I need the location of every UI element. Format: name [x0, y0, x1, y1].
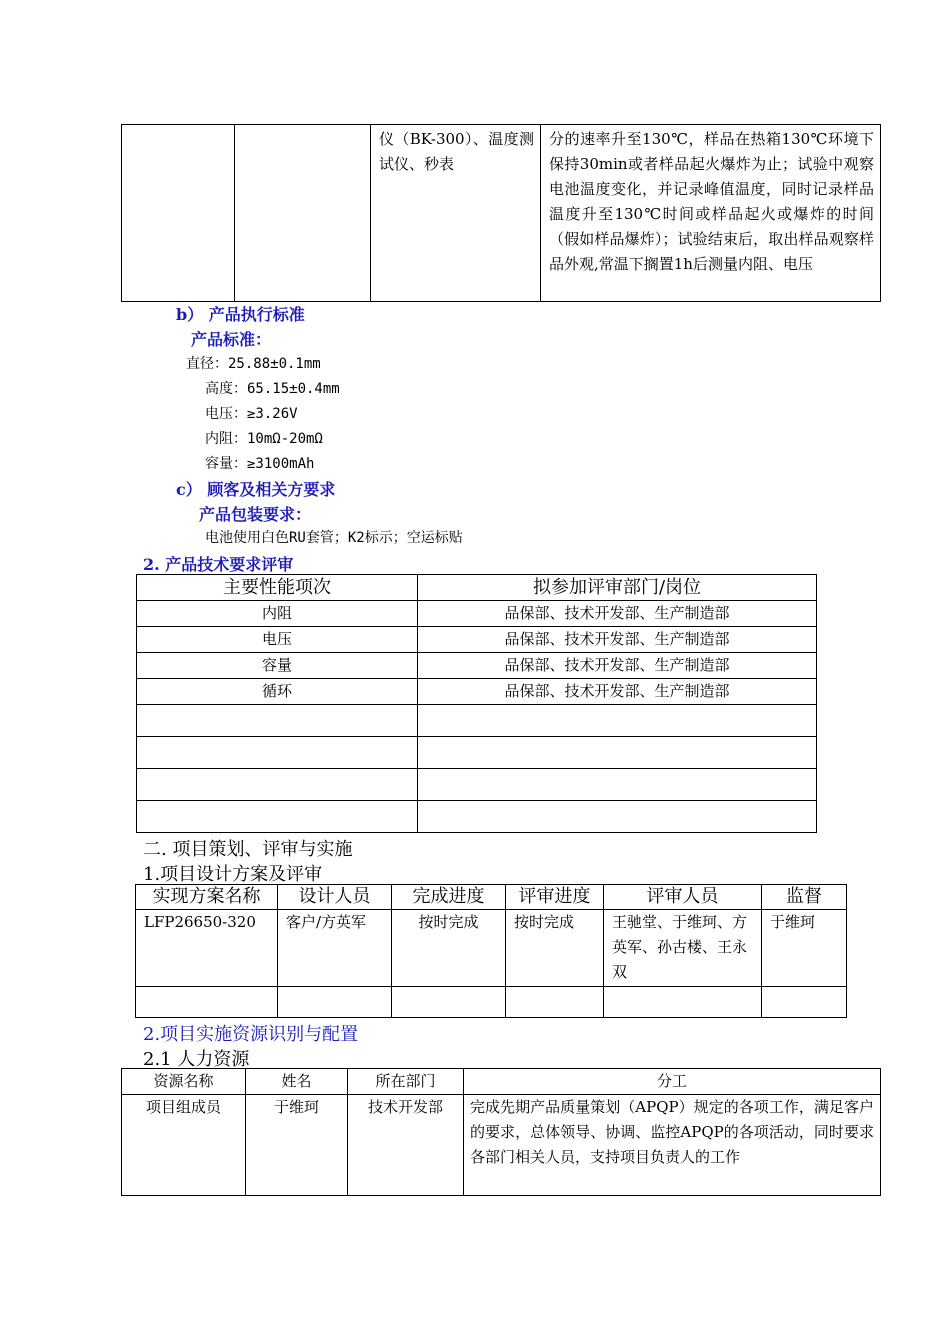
section-b-subheading: 产品标准：: [191, 330, 272, 349]
section-c-subheading: 产品包装要求：: [199, 505, 312, 524]
spec-height: 高度：65.15±0.4mm: [205, 381, 340, 397]
spec-diameter: 直径：25.88±0.1mm: [186, 356, 321, 372]
header-review-progress: 评审进度: [506, 885, 604, 910]
section-c-heading: c） 顾客及相关方要求: [176, 480, 336, 499]
header-division: 分工: [464, 1069, 881, 1095]
header-completion: 完成进度: [392, 885, 506, 910]
design-plan-table: [135, 884, 847, 1018]
section-2-heading: 2. 产品技术要求评审: [143, 555, 294, 574]
header-departments: 拟参加评审部门/岗位: [418, 575, 817, 601]
empty-row: [137, 737, 817, 769]
table-row: LFP26650-320 客户/方英军 按时完成 按时完成 王驰堂、于维珂、方英军、孙古楼、王永双 于维珂: [136, 910, 847, 987]
header-reviewers: 评审人员: [604, 885, 762, 910]
procedure-cell: 分的速率升至130℃，样品在热箱130℃环境下保持30min或者样品起火爆炸为止；试验中观察电池温度变化，并记录峰值温度，同时记录样品温度升至130℃时间或样品起火或爆炸的时间（假如样品爆炸）；试验结束后，取出样品观察样品外观,常温下搁置1h后测量内阻、电压: [541, 125, 881, 302]
section-b-heading: b） 产品执行标准: [176, 305, 305, 324]
header-supervisor: 监督: [762, 885, 847, 910]
table-row: 电压 品保部、技术开发部、生产制造部: [137, 627, 817, 653]
header-name: 姓名: [246, 1069, 348, 1095]
spec-resistance: 内阻：10mΩ-20mΩ: [205, 431, 323, 447]
header-performance: 主要性能项次: [137, 575, 418, 601]
resources-heading: 2.项目实施资源识别与配置: [143, 1024, 359, 1045]
table-row: 项目组成员 于维珂 技术开发部 完成先期产品质量策划（APQP）规定的各项工作，满足客户的要求，总体领导、协调、监控APQP的各项活动，同时要求各部门相关人员，支持项目负责人的工作: [122, 1095, 881, 1196]
table-row: 循环 品保部、技术开发部、生产制造部: [137, 679, 817, 705]
empty-row: [137, 769, 817, 801]
cell-empty-1: [122, 125, 235, 302]
test-procedure-table: [121, 124, 881, 302]
table-row: 容量 品保部、技术开发部、生产制造部: [137, 653, 817, 679]
packaging-requirement: 电池使用白色RU套管；K2标示；空运标贴: [205, 530, 463, 546]
equipment-cell: 仪（BK-300）、温度测试仪、秒表: [371, 125, 541, 302]
empty-row: [137, 705, 817, 737]
section-two-sub1: 1.项目设计方案及评审: [143, 864, 323, 885]
human-resources-table: [121, 1068, 881, 1196]
spec-capacity: 容量：≥3100mAh: [205, 456, 315, 472]
table-row: 内阻 品保部、技术开发部、生产制造部: [137, 601, 817, 627]
header-plan-name: 实现方案名称: [136, 885, 278, 910]
header-designer: 设计人员: [278, 885, 392, 910]
human-resources-heading: 2.1 人力资源: [143, 1049, 250, 1070]
empty-row: [136, 987, 847, 1018]
header-department: 所在部门: [348, 1069, 464, 1095]
spec-voltage: 电压：≥3.26V: [205, 406, 298, 422]
section-two-heading: 二. 项目策划、评审与实施: [143, 839, 353, 860]
tech-review-table: [136, 574, 817, 833]
cell-empty-2: [235, 125, 371, 302]
empty-row: [137, 801, 817, 833]
header-resource-name: 资源名称: [122, 1069, 246, 1095]
